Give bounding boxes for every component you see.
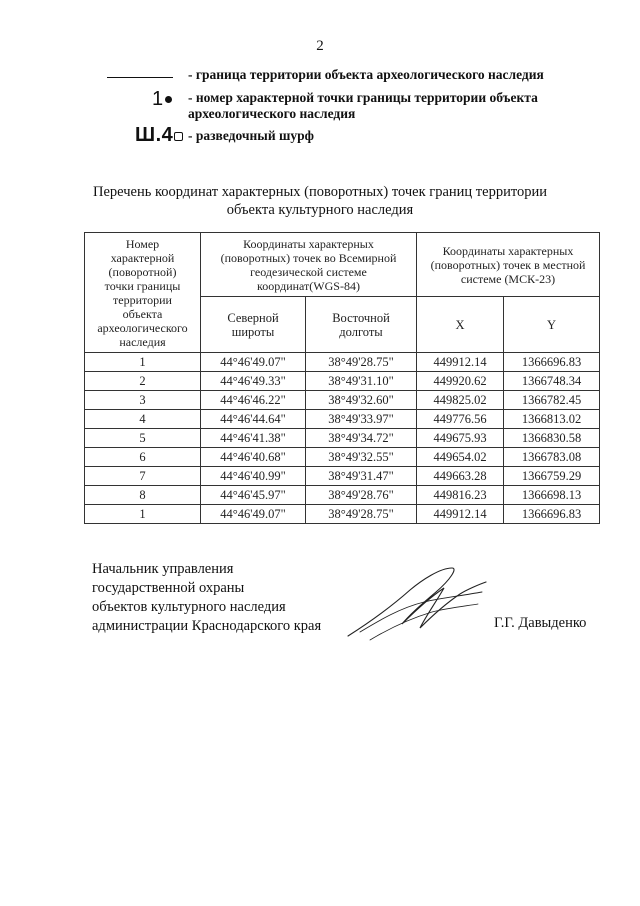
- header-text: (поворотной): [108, 264, 177, 279]
- signatory-position-line4: администрации Краснодарского края: [92, 618, 322, 634]
- cell-longitude: 38°49'31.10": [306, 372, 417, 391]
- header-text: координат(WGS-84): [257, 278, 360, 293]
- table-row: [85, 353, 600, 372]
- point-marker-icon: [165, 96, 172, 103]
- header-text: (поворотных) точек во Всемирной: [220, 250, 397, 265]
- header-text: долготы: [339, 324, 383, 339]
- header-x: X: [417, 297, 504, 353]
- header-text: объекта: [122, 306, 163, 321]
- header-text: археологического: [97, 320, 188, 335]
- table-row: [85, 505, 600, 524]
- legend-pit-label: Ш.4: [135, 124, 174, 146]
- table-row: [85, 410, 600, 429]
- header-msk23: [417, 233, 600, 297]
- cell-longitude: 38°49'31.47": [306, 467, 417, 486]
- document-title-line1: Перечень координат характерных (поворотных) точек границ территории: [92, 184, 548, 200]
- handwritten-signature-icon: [340, 562, 490, 642]
- cell-y: 1366759.29: [504, 467, 600, 486]
- cell-latitude: 44°46'49.33": [201, 372, 306, 391]
- cell-point-number: 8: [85, 486, 201, 505]
- cell-point-number: 1: [85, 505, 201, 524]
- cell-point-number: 4: [85, 410, 201, 429]
- pit-marker-icon: [174, 132, 183, 141]
- page-number: 2: [316, 38, 324, 54]
- cell-latitude: 44°46'40.68": [201, 448, 306, 467]
- cell-x: 449912.14: [417, 505, 504, 524]
- header-text: наследия: [119, 334, 166, 349]
- cell-longitude: 38°49'33.97": [306, 410, 417, 429]
- cell-x: 449654.02: [417, 448, 504, 467]
- cell-x: 449663.28: [417, 467, 504, 486]
- cell-x: 449825.02: [417, 391, 504, 410]
- document-title-line2: объекта культурного наследия: [226, 202, 414, 218]
- cell-latitude: 44°46'40.99": [201, 467, 306, 486]
- coordinates-table: [84, 232, 600, 524]
- legend-point-number: 1: [152, 88, 164, 110]
- signatory-position-line1: Начальник управления: [92, 561, 234, 577]
- header-text: территории: [113, 292, 172, 307]
- cell-y: 1366748.34: [504, 372, 600, 391]
- header-text: геодезической системе: [250, 264, 367, 279]
- cell-point-number: 5: [85, 429, 201, 448]
- document-title: [0, 183, 640, 219]
- legend-pit-text: - разведочный шурф: [188, 128, 314, 143]
- legend-point-text-line1: - номер характерной точки границы территории объекта: [188, 90, 538, 105]
- header-text: Координаты характерных: [243, 236, 374, 251]
- cell-y: 1366698.13: [504, 486, 600, 505]
- header-y: Y: [504, 297, 600, 353]
- cell-longitude: 38°49'28.75": [306, 353, 417, 372]
- header-point-number: [85, 233, 201, 353]
- cell-point-number: 3: [85, 391, 201, 410]
- cell-point-number: 2: [85, 372, 201, 391]
- header-text: Северной: [227, 310, 279, 325]
- signer-name: Г.Г. Давыденко: [494, 615, 587, 631]
- cell-latitude: 44°46'41.38": [201, 429, 306, 448]
- table-row: [85, 448, 600, 467]
- cell-point-number: 7: [85, 467, 201, 486]
- header-text: характерной: [110, 250, 175, 265]
- header-text: системе (МСК-23): [460, 271, 556, 286]
- header-text: Восточной: [332, 310, 390, 325]
- cell-longitude: 38°49'28.76": [306, 486, 417, 505]
- cell-latitude: 44°46'45.97": [201, 486, 306, 505]
- cell-y: 1366696.83: [504, 353, 600, 372]
- cell-y: 1366783.08: [504, 448, 600, 467]
- header-east-longitude: [306, 297, 417, 353]
- cell-y: 1366830.58: [504, 429, 600, 448]
- cell-longitude: 38°49'28.75": [306, 505, 417, 524]
- header-wgs84: [201, 233, 417, 297]
- cell-latitude: 44°46'49.07": [201, 353, 306, 372]
- header-text: (поворотных) точек в местной: [430, 257, 586, 272]
- cell-point-number: 6: [85, 448, 201, 467]
- cell-latitude: 44°46'44.64": [201, 410, 306, 429]
- cell-latitude: 44°46'46.22": [201, 391, 306, 410]
- cell-x: 449816.23: [417, 486, 504, 505]
- header-text: Номер: [125, 236, 160, 251]
- table-row: [85, 467, 600, 486]
- signatory-position-line3: объектов культурного наследия: [92, 599, 286, 615]
- cell-point-number: 1: [85, 353, 201, 372]
- legend-point-text: [188, 90, 538, 122]
- table-row: [85, 372, 600, 391]
- cell-x: 449920.62: [417, 372, 504, 391]
- cell-longitude: 38°49'32.60": [306, 391, 417, 410]
- cell-latitude: 44°46'49.07": [201, 505, 306, 524]
- cell-y: 1366813.02: [504, 410, 600, 429]
- legend-point-text-line2: археологического наследия: [188, 106, 356, 121]
- legend-boundary-text: - граница территории объекта археологического наследия: [188, 67, 544, 82]
- cell-longitude: 38°49'32.55": [306, 448, 417, 467]
- cell-y: 1366782.45: [504, 391, 600, 410]
- cell-y: 1366696.83: [504, 505, 600, 524]
- table-row: [85, 429, 600, 448]
- table-row: [85, 391, 600, 410]
- cell-longitude: 38°49'34.72": [306, 429, 417, 448]
- header-text: широты: [231, 324, 275, 339]
- header-text: точки границы: [104, 278, 181, 293]
- cell-x: 449675.93: [417, 429, 504, 448]
- header-north-latitude: [201, 297, 306, 353]
- table-row: [85, 486, 600, 505]
- cell-x: 449912.14: [417, 353, 504, 372]
- boundary-line-symbol: [107, 77, 173, 78]
- cell-x: 449776.56: [417, 410, 504, 429]
- signatory-position-line2: государственной охраны: [92, 580, 245, 596]
- signatory-position: [92, 560, 321, 636]
- header-text: Координаты характерных: [442, 243, 574, 258]
